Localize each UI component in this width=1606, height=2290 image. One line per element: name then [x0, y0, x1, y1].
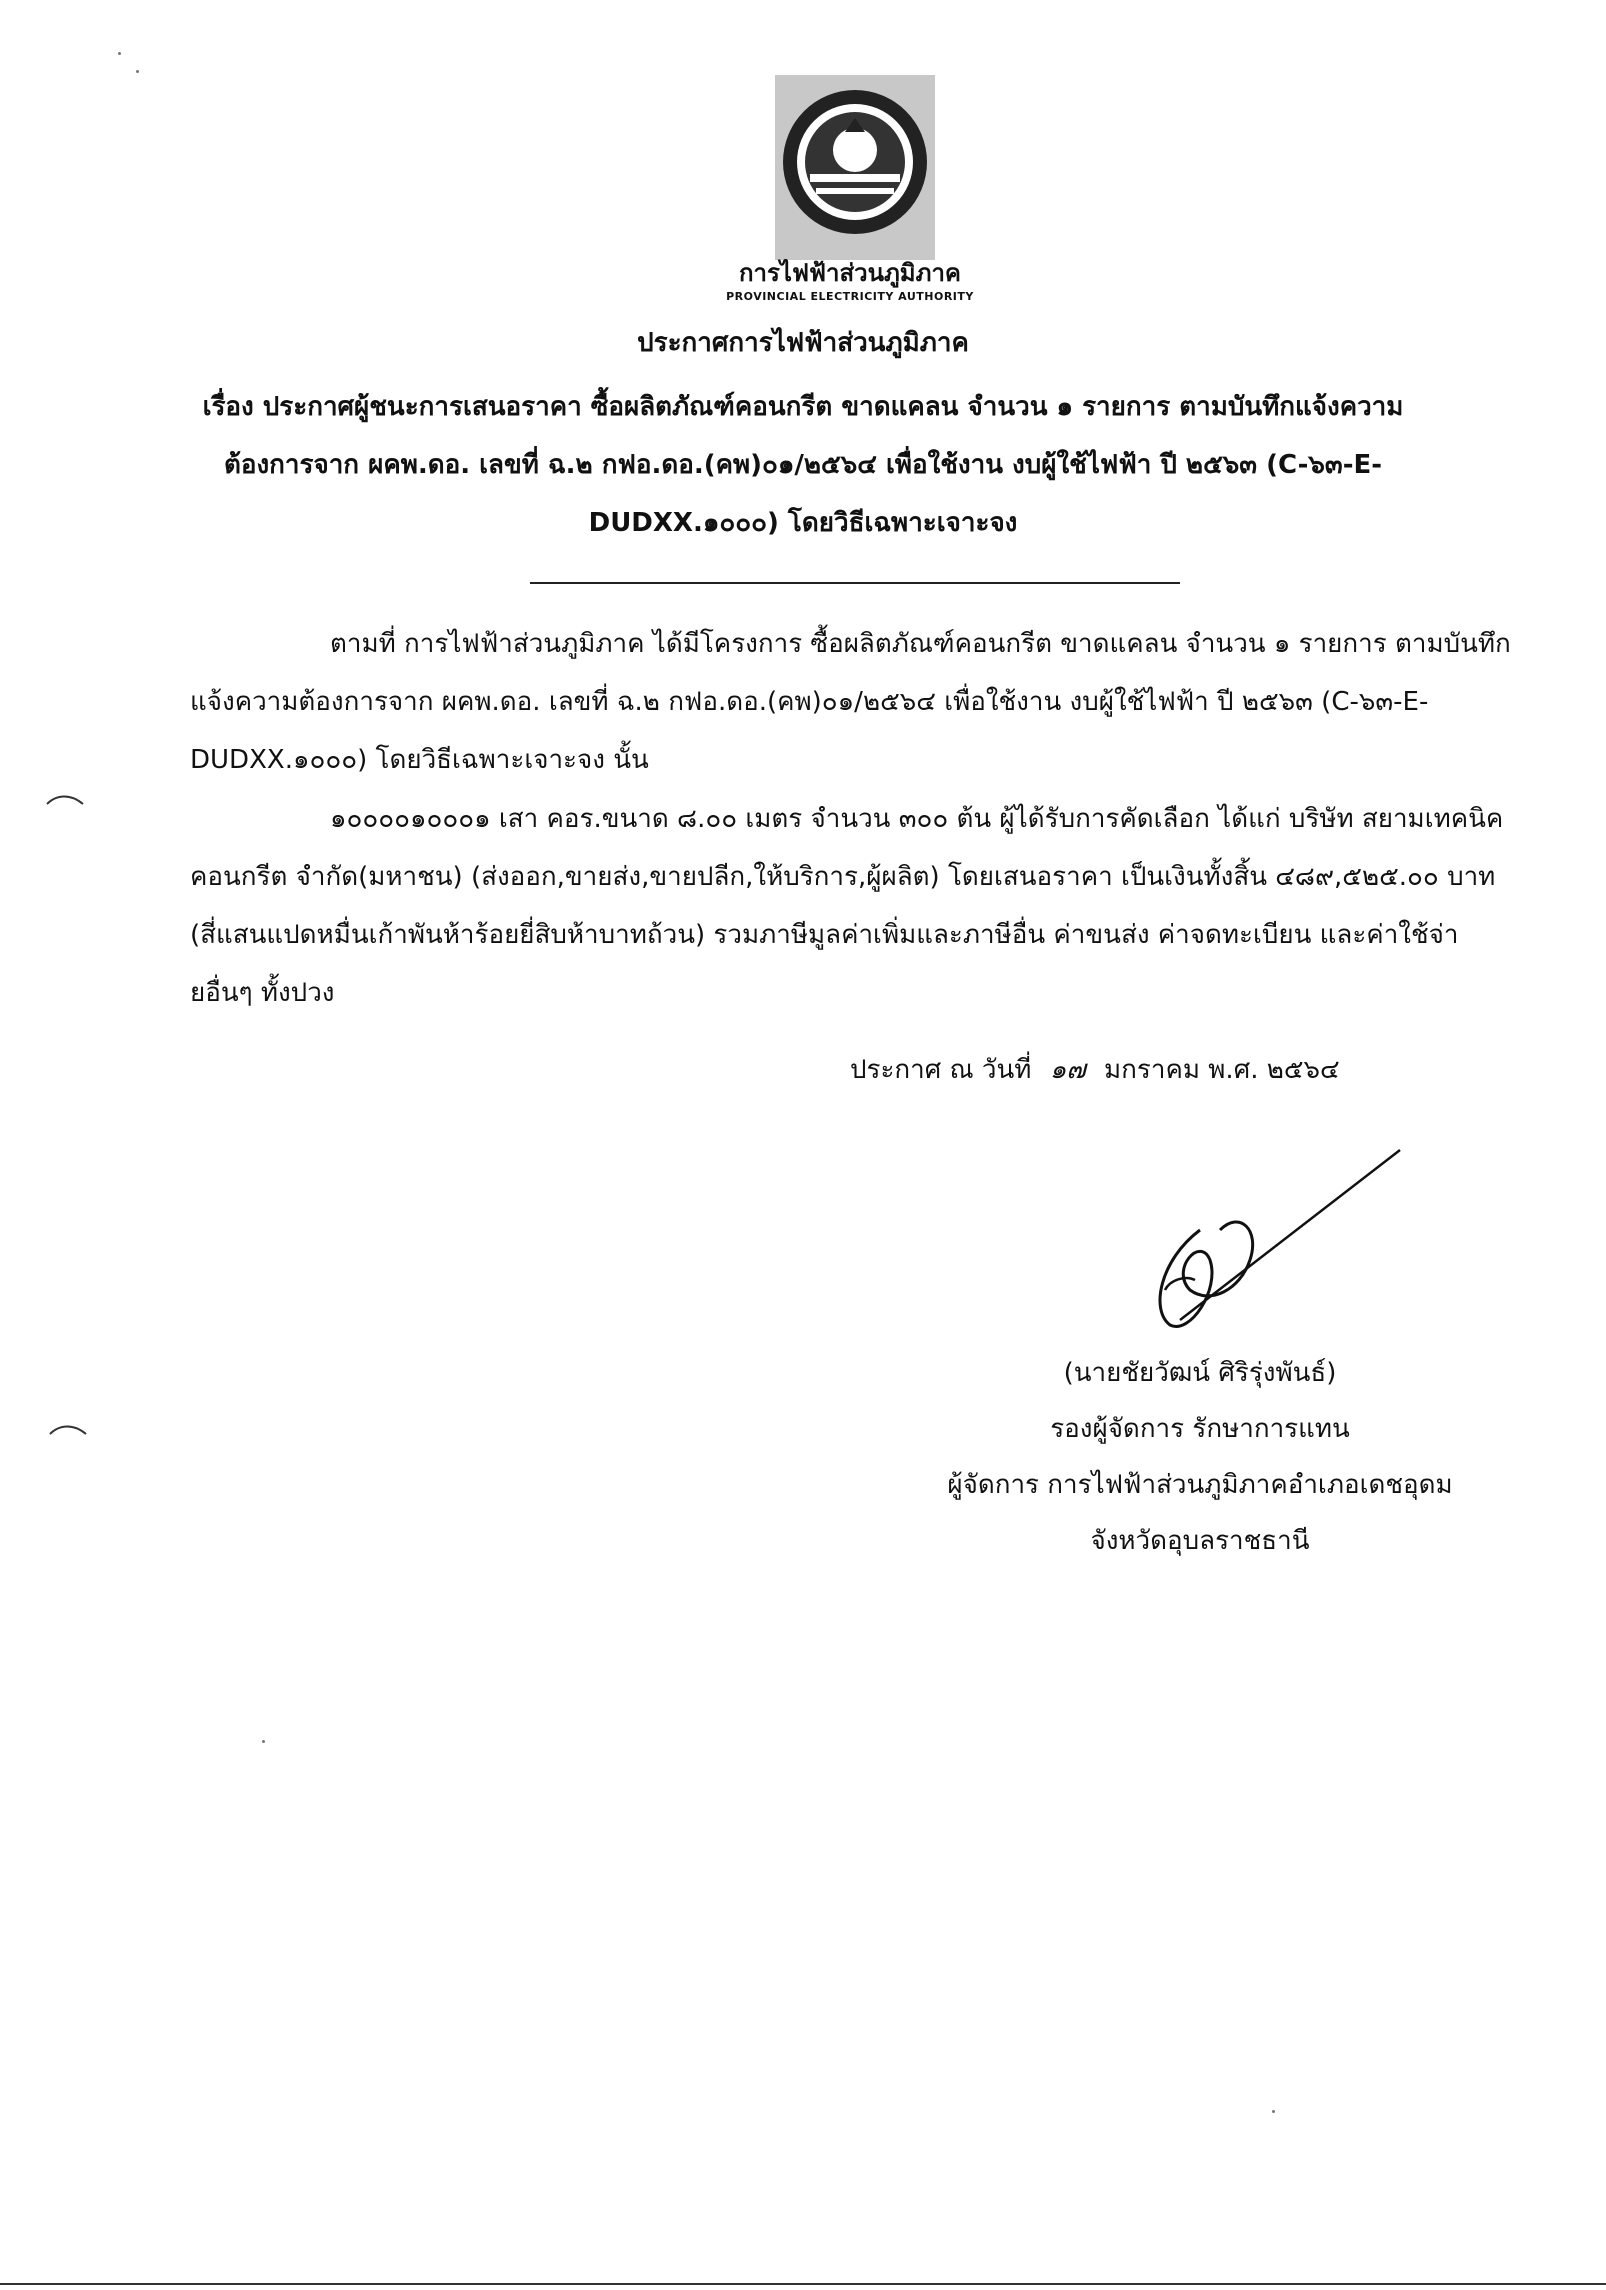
signatory-position: รองผู้จัดการ รักษาการแทน — [1050, 1414, 1350, 1444]
subject-line: ต้องการจาก ผคพ.ดอ. เลขที่ ฉ.๒ กฟอ.ดอ.(คพ)๐๑/๒๕๖๔ เพื่อใช้งาน งบผู้ใช้ไฟฟ้า ปี ๒๕๖๓ (C-๖๓-E- — [223, 450, 1383, 480]
signature-icon — [1100, 1140, 1420, 1340]
logo-org-name-en: PROVINCIAL ELECTRICITY AUTHORITY — [726, 290, 974, 303]
signatory-name: (นายชัยวัฒน์ ศิริรุ่งพันธ์) — [1063, 1358, 1337, 1388]
logo-org-name-th: การไฟฟ้าส่วนภูมิภาค — [739, 259, 961, 287]
signatory-position: ผู้จัดการ การไฟฟ้าส่วนภูมิภาคอำเภอเดชอุดม — [947, 1470, 1453, 1500]
date-prefix: ประกาศ ณ วันที่ — [850, 1055, 1032, 1085]
header-divider — [530, 582, 1180, 584]
announcement-title: ประกาศการไฟฟ้าส่วนภูมิภาค — [637, 328, 969, 358]
subject-line: DUDXX.๑๐๐๐) โดยวิธีเฉพาะเจาะจง — [588, 508, 1018, 538]
signatory-block — [900, 1345, 1500, 1569]
announcement-subject — [180, 378, 1426, 552]
signatory-province: จังหวัดอุบลราชธานี — [1090, 1526, 1310, 1556]
paragraph-winner: ๑๐๐๐๐๑๐๐๐๑ เสา คอร.ขนาด ๘.๐๐ เมตร จำนวน ๓๐๐ ต้น ผู้ได้รับการคัดเลือก ได้แก่ บริษัท สยามเทคนิคคอนกรีต จำกัด(มหาชน) (ส่งออก,ขายส่ง,ขายปลีก,ให้บริการ,ผู้ผลิต) โดยเสนอราคา เป็นเงินทั้งสิ้น ๔๘๙,๕๒๕.๐๐ บาท (สี่แสนแปดหมื่นเก้าพันห้าร้อยยี่สิบห้าบาทถ้วน) รวมภาษีมูลค่าเพิ่มและภาษีอื่น ค่าขนส่ง ค่าจดทะเบียน และค่าใช้จ่ายอื่นๆ ทั้งปวง — [190, 804, 1504, 1008]
pea-logo-icon — [770, 70, 940, 270]
subject-line: เรื่อง ประกาศผู้ชนะการเสนอราคา ซื้อผลิตภัณฑ์คอนกรีต ขาดแคลน จำนวน ๑ รายการ ตามบันทึกแจ้งความ — [202, 392, 1404, 422]
scan-speck — [1272, 2110, 1275, 2113]
scan-speck — [118, 52, 121, 55]
scan-mark-icon — [48, 1420, 88, 1440]
scan-speck — [262, 1740, 265, 1743]
date-rest: มกราคม พ.ศ. ๒๕๖๔ — [1104, 1055, 1340, 1085]
announcement-date — [850, 1050, 1340, 1090]
scan-mark-icon — [45, 790, 85, 810]
paragraph-project: ตามที่ การไฟฟ้าส่วนภูมิภาค ได้มีโครงการ ซื้อผลิตภัณฑ์คอนกรีต ขาดแคลน จำนวน ๑ รายการ ตามบันทึกแจ้งความต้องการจาก ผคพ.ดอ. เลขที่ ฉ.๒ กฟอ.ดอ.(คพ)๐๑/๒๕๖๔ เพื่อใช้งาน งบผู้ใช้ไฟฟ้า ปี ๒๕๖๓ (C-๖๓-E-DUDXX.๑๐๐๐) โดยวิธีเฉพาะเจาะจง นั้น — [190, 629, 1511, 775]
scan-speck — [136, 70, 139, 73]
scan-bottom-edge — [0, 2283, 1606, 2285]
date-day: ๑๗ — [1049, 1055, 1086, 1085]
